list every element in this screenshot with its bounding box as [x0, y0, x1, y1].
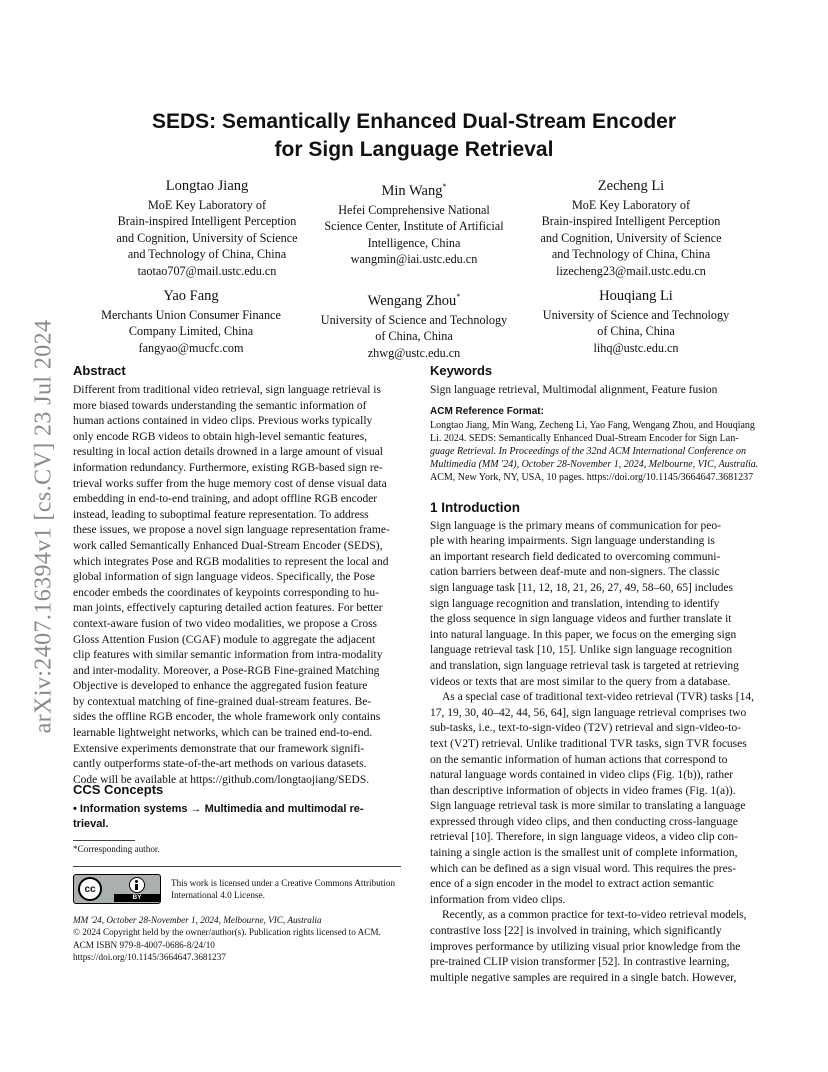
abstract-line: which integrates Pose and RGB modalities to represent the local and — [73, 555, 389, 568]
author-affiliation-line: Intelligence, China — [367, 235, 461, 250]
author-affiliation-line: Brain-inspired Intelligent Perception — [541, 214, 721, 229]
introduction-line: sub-tasks, i.e., text-to-sign-video (T2V) retrieval and sign-video-to- — [430, 722, 742, 735]
author-affiliation-line: of China, China — [597, 324, 675, 339]
introduction-line: ple with hearing impairments. Sign language understanding is — [430, 535, 715, 548]
cc-icon: cc — [78, 877, 102, 901]
arxiv-stamp — [22, 296, 66, 756]
by-area — [114, 875, 160, 902]
author-name: Wengang Zhou — [367, 292, 457, 309]
author-affiliation-line: MoE Key Laboratory of — [571, 198, 691, 212]
license-text — [171, 877, 395, 902]
license-line: This work is licensed under a Creative Commons Attribution — [171, 878, 396, 888]
introduction-line: Sign language is the primary means of communication for peo- — [430, 519, 721, 532]
abstract-line: Objective is developed to enhance the aggregated fusion feature — [73, 680, 368, 693]
introduction-line: 17, 19, 30, 40–42, 44, 56, 64], sign language retrieval comprises two — [430, 706, 747, 719]
introduction-line: than descriptive information of objects in video frames (Fig. 1(a)). — [430, 784, 736, 797]
abstract-line: Extensive experiments demonstrate that our framework signifi- — [73, 742, 365, 755]
license-rule — [73, 866, 401, 867]
introduction-line: videos or texts that are most similar to the query from a database. — [430, 675, 731, 688]
author-name: Houqiang Li — [599, 288, 673, 304]
abstract-line: man joints, effectively capturing detailed action features. For better — [73, 602, 383, 615]
publication-info — [73, 914, 381, 964]
footnote-rule — [73, 840, 135, 841]
by-label: BY — [114, 894, 160, 902]
introduction-body — [430, 519, 758, 987]
introduction-line: taining a single action is the smallest unit of complete information, — [430, 847, 738, 860]
introduction-line: expressed through video clips, and then conducting cross-language — [430, 815, 738, 828]
introduction-line: sign language task [11, 12, 18, 21, 26, 27, 49, 58–60, 65] includes — [430, 581, 734, 594]
abstract-line: human actions contained in video clips. Previous works typically — [73, 415, 373, 428]
keywords-text: Sign language retrieval, Multimodal alignment, Feature fusion — [430, 384, 718, 396]
author-affiliation-line: Science Center, Institute of Artificial — [324, 219, 504, 234]
acm-ref-line: guage Retrieval. In Proceedings of the 32nd ACM International Conference on — [430, 446, 746, 457]
author-houqiang-li — [531, 287, 741, 356]
conference-line: MM '24, October 28-November 1, 2024, Melbourne, VIC, Australia — [73, 915, 322, 925]
author-affiliation-line: Brain-inspired Intelligent Perception — [117, 214, 297, 229]
title-line-1: SEDS: Semantically Enhanced Dual-Stream Encoder — [152, 110, 676, 133]
introduction-line: sign language recognition and translation, intending to identify — [430, 597, 720, 610]
abstract-line: information redundancy. Furthermore, existing RGB-based sign re- — [73, 461, 383, 474]
author-email[interactable]: taotao707@mail.ustc.edu.cn — [137, 263, 277, 278]
introduction-line: contrastive loss [22] is involved in training, which significantly — [430, 925, 722, 938]
abstract-line: cantly outperforms state-of-the-art methods on various datasets. — [73, 758, 367, 771]
author-affiliation-line: Company Limited, China — [128, 324, 254, 339]
introduction-line: text (V2T) retrieval. Unlike traditional TVR tasks, sign TVR focuses — [430, 737, 747, 750]
introduction-line: natural language words contained in video clips (Fig. 1(b)), rather — [430, 769, 734, 782]
author-affiliation-line: of China, China — [375, 329, 453, 344]
introduction-line: an important research field dedicated to overcoming communi- — [430, 550, 721, 563]
author-affiliation-line: Hefei Comprehensive National — [338, 202, 490, 217]
author-name: Yao Fang — [163, 288, 219, 304]
abstract-body — [73, 383, 401, 788]
author-email[interactable]: lizecheng23@mail.ustc.edu.cn — [556, 263, 706, 278]
abstract-line: sides the offline RGB encoder, the whole framework only contains — [73, 711, 381, 724]
abstract-line: embedding in end-to-end training, and adopt offline RGB encoder — [73, 493, 378, 506]
introduction-line: on the semantic information of human actions that correspond to — [430, 753, 728, 766]
author-yao-fang — [86, 287, 296, 356]
abstract-line: instead, leading to suboptimal feature representation. To address — [73, 508, 369, 521]
paper-title — [100, 108, 728, 164]
abstract-line: only encode RGB videos to obtain high-level semantic features, — [73, 430, 368, 443]
author-min-wang — [309, 177, 519, 267]
left-column — [73, 362, 401, 788]
introduction-line: into natural language. In this paper, we focus on the emerging sign — [430, 628, 737, 641]
author-affiliation-line: University of Science and Technology — [542, 308, 730, 322]
abstract-line: Different from traditional video retrieval, sign language retrieval is — [73, 384, 381, 396]
abstract-line: encoder embeds the coordinates of keypoints corresponding to hu- — [73, 586, 379, 599]
ccs-line: trieval. — [73, 818, 109, 830]
author-email[interactable]: zhwg@ustc.edu.cn — [367, 345, 461, 360]
acm-ref-line[interactable]: ACM, New York, NY, USA, 10 pages. https://doi.org/10.1145/3664647.3681237 — [430, 472, 754, 484]
author-affiliation-line: and Cognition, University of Science — [116, 230, 298, 245]
acm-reference — [430, 419, 758, 485]
abstract-line: Code will be available at https://github.com/longtaojiang/SEDS. — [73, 773, 370, 786]
cc-by-license-badge[interactable] — [73, 874, 161, 904]
acm-ref-line: Longtao Jiang, Min Wang, Zecheng Li, Yao Fang, Wengang Zhou, and Houqiang — [430, 419, 755, 431]
author-affiliation-line: and Technology of China, China — [127, 247, 287, 262]
introduction-heading: 1 Introduction — [430, 499, 520, 515]
arxiv-id[interactable]: arXiv:2407.16394v1 [cs.CV] 23 Jul 2024 — [30, 319, 57, 733]
introduction-line: information from video clips. — [430, 893, 566, 906]
doi-link[interactable]: https://doi.org/10.1145/3664647.3681237 — [73, 952, 226, 963]
footnote-text: *Corresponding author. — [73, 844, 160, 854]
author-affiliation-line: and Technology of China, China — [551, 247, 711, 262]
ccs-concepts — [73, 802, 401, 832]
corresponding-mark: * — [456, 292, 461, 301]
keywords-heading: Keywords — [430, 363, 493, 378]
ccs-section — [73, 781, 401, 832]
introduction-line: language retrieval task [10, 15]. Unlike sign language recognition — [430, 644, 733, 657]
abstract-line: these issues, we propose a novel sign language representation frame- — [73, 524, 390, 537]
author-name: Zecheng Li — [597, 178, 665, 194]
abstract-line: clip features with similar semantic information from intra-modality — [73, 649, 383, 662]
abstract-line: by contextual matching of fine-grained dual-stream features. Be- — [73, 695, 372, 708]
author-longtao-jiang — [102, 177, 312, 279]
abstract-heading: Abstract — [73, 363, 126, 378]
acm-ref-line: Li. 2024. SEDS: Semantically Enhanced Dual-Stream Encoder for Sign Lan- — [430, 432, 739, 444]
introduction-line: multiple negative samples are required in a single batch. However, — [430, 971, 737, 984]
isbn-line: ACM ISBN 979-8-4007-0686-8/24/10 — [73, 939, 215, 950]
abstract-line: resulting in local action details drowned in a large amount of visual — [73, 446, 383, 459]
author-email[interactable]: fangyao@mucfc.com — [138, 340, 244, 355]
right-column — [430, 362, 758, 986]
author-affiliation-line: and Cognition, University of Science — [540, 230, 722, 245]
author-email[interactable]: wangmin@iai.ustc.edu.cn — [350, 252, 478, 267]
abstract-line: work called Semantically Enhanced Dual-Stream Encoder (SEDS), — [73, 539, 383, 552]
abstract-line: learnable lightweight networks, which can be trained end-to-end. — [73, 727, 373, 740]
author-email[interactable]: lihq@ustc.edu.cn — [593, 340, 679, 355]
introduction-line: which can be defined as a sign visual word. This requires the pres- — [430, 862, 737, 875]
title-line-2: for Sign Language Retrieval — [274, 138, 554, 161]
author-name: Longtao Jiang — [165, 178, 249, 194]
introduction-line: As a special case of traditional text-video retrieval (TVR) tasks [14, — [442, 691, 754, 704]
abstract-line: Gloss Attention Fusion (CGAF) module to aggregate the adjacent — [73, 633, 376, 646]
abstract-line: context-aware fusion of two video modalities, we propose a Cross — [73, 617, 378, 630]
ccs-heading: CCS Concepts — [73, 782, 164, 797]
acm-ref-line: Multimedia (MM '24), October 28-November 1, 2024, Melbourne, VIC, Australia. — [430, 459, 759, 471]
introduction-line: pre-trained CLIP vision transformer [52]. In contrastive learning, — [430, 956, 730, 969]
introduction-line: Sign language retrieval task is more similar to translating a language — [430, 800, 746, 813]
author-affiliation-line: MoE Key Laboratory of — [147, 198, 267, 212]
copyright-line: © 2024 Copyright held by the owner/author(s). Publication rights licensed to ACM. — [73, 927, 381, 938]
introduction-line: the gloss sequence in sign language videos and further translate it — [430, 613, 732, 626]
abstract-line: trieval works suffer from the huge memory cost of dense visual data — [73, 477, 387, 490]
introduction-line: retrieval [10]. Therefore, in sign language videos, a video clip con- — [430, 831, 738, 844]
author-zecheng-li — [526, 177, 736, 279]
introduction-line: cation barriers between deaf-mute and non-signers. The classic — [430, 566, 720, 579]
author-name: Min Wang — [381, 182, 443, 199]
introduction-line: Recently, as a common practice for text-to-video retrieval models, — [442, 909, 747, 922]
footnote — [73, 843, 160, 855]
introduction-line: improves performance by utilizing visual prior knowledge from the — [430, 940, 741, 953]
corresponding-mark: * — [442, 182, 447, 191]
license-line: International 4.0 License. — [171, 890, 265, 901]
acm-ref-heading: ACM Reference Format: — [430, 405, 544, 417]
introduction-line: ence of a sign encoder in the model to extract action semantic — [430, 878, 714, 891]
ccs-line: • Information systems → Multimedia and multimodal re- — [73, 803, 364, 815]
abstract-line: global information of sign language videos. Specifically, the Pose — [73, 571, 376, 584]
abstract-line: and inter-modality. Moreover, a Pose-RGB Fine-grained Matching — [73, 664, 380, 677]
author-wengang-zhou — [309, 287, 519, 361]
abstract-line: more biased towards understanding the semantic information of — [73, 399, 367, 412]
author-affiliation-line: University of Science and Technology — [320, 312, 508, 327]
attribution-person-icon — [129, 877, 145, 893]
introduction-line: and translation, sign language retrieval task is targeted at retrieving — [430, 659, 739, 672]
author-affiliation-line: Merchants Union Consumer Finance — [101, 308, 281, 322]
